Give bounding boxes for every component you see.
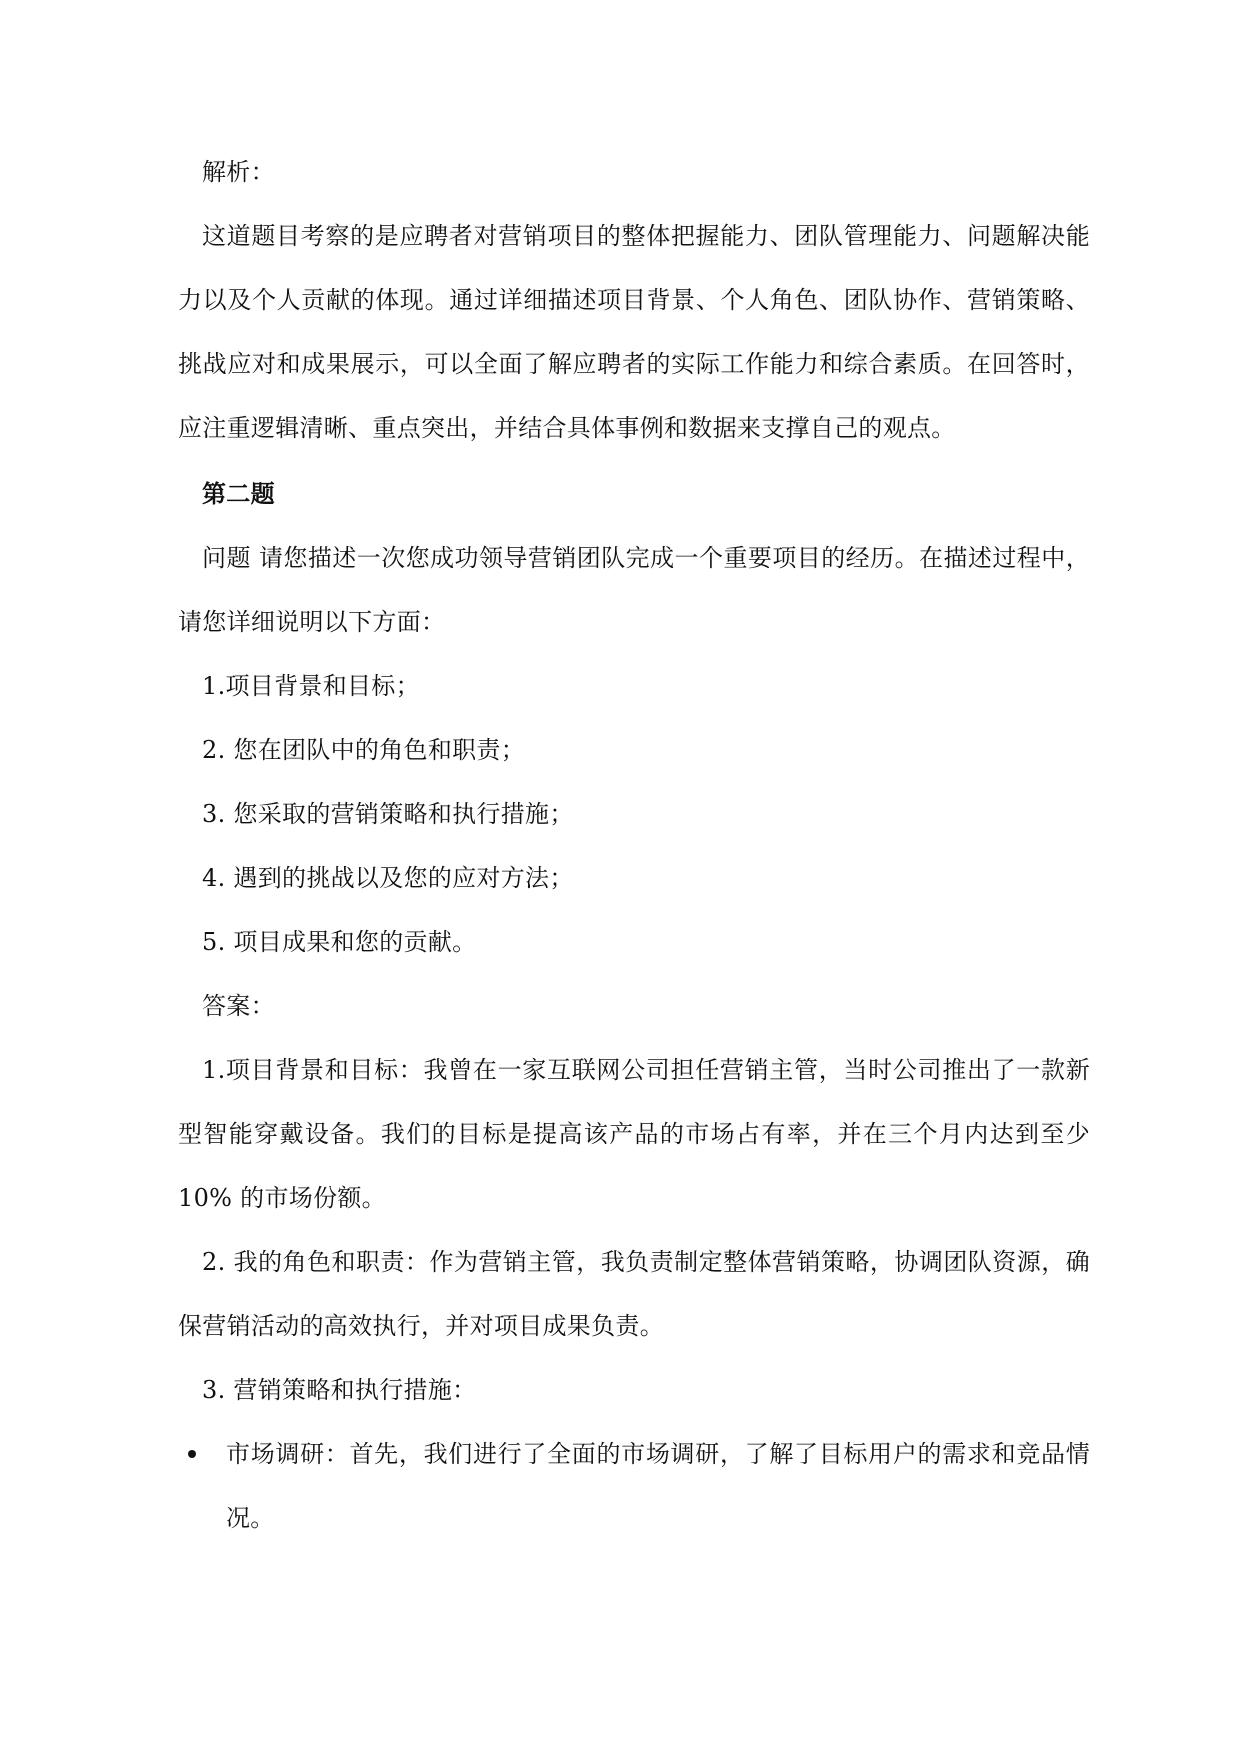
- question-item: 5. 项目成果和您的贡献。: [202, 928, 477, 956]
- answer-label: 答案：: [202, 992, 275, 1020]
- question-item: 3. 您采取的营销策略和执行措施；: [202, 800, 574, 828]
- answer-bullet-item: [178, 1422, 1090, 1550]
- answer-item: 3. 营销策略和执行措施：: [202, 1376, 477, 1404]
- answer-item: 2. 我的角色和职责：作为营销主管，我负责制定整体营销策略，协调团队资源，确保营销活动的高效执行，并对项目成果负责。: [178, 1248, 1090, 1340]
- question-item: 2. 您在团队中的角色和职责；: [202, 736, 526, 764]
- analysis-label: 解析：: [202, 158, 275, 186]
- question-paragraph: 问题 请您描述一次您成功领导营销团队完成一个重要项目的经历。在描述过程中，请您详细说明以下方面：: [178, 544, 1090, 636]
- answer-bullet-text: 市场调研：首先，我们进行了全面的市场调研，了解了目标用户的需求和竞品情况。: [226, 1440, 1090, 1532]
- answer-item: 1.项目背景和目标：我曾在一家互联网公司担任营销主管，当时公司推出了一款新型智能穿戴设备。我们的目标是提高该产品的市场占有率，并在三个月内达到至少 10% 的市场份额。: [178, 1056, 1090, 1212]
- question-item: 1.项目背景和目标；: [202, 672, 420, 700]
- bullet-icon: [188, 1450, 196, 1458]
- question-item: 4. 遇到的挑战以及您的应对方法；: [202, 864, 574, 892]
- document-body: [178, 140, 1090, 1550]
- analysis-paragraph: 这道题目考察的是应聘者对营销项目的整体把握能力、团队管理能力、问题解决能力以及个人贡献的体现。通过详细描述项目背景、个人角色、团队协作、营销策略、挑战应对和成果展示，可以全面了解应聘者的实际工作能力和综合素质。在回答时，应注重逻辑清晰、重点突出，并结合具体事例和数据来支撑自己的观点。: [178, 222, 1090, 442]
- section-title: 第二题: [202, 479, 275, 508]
